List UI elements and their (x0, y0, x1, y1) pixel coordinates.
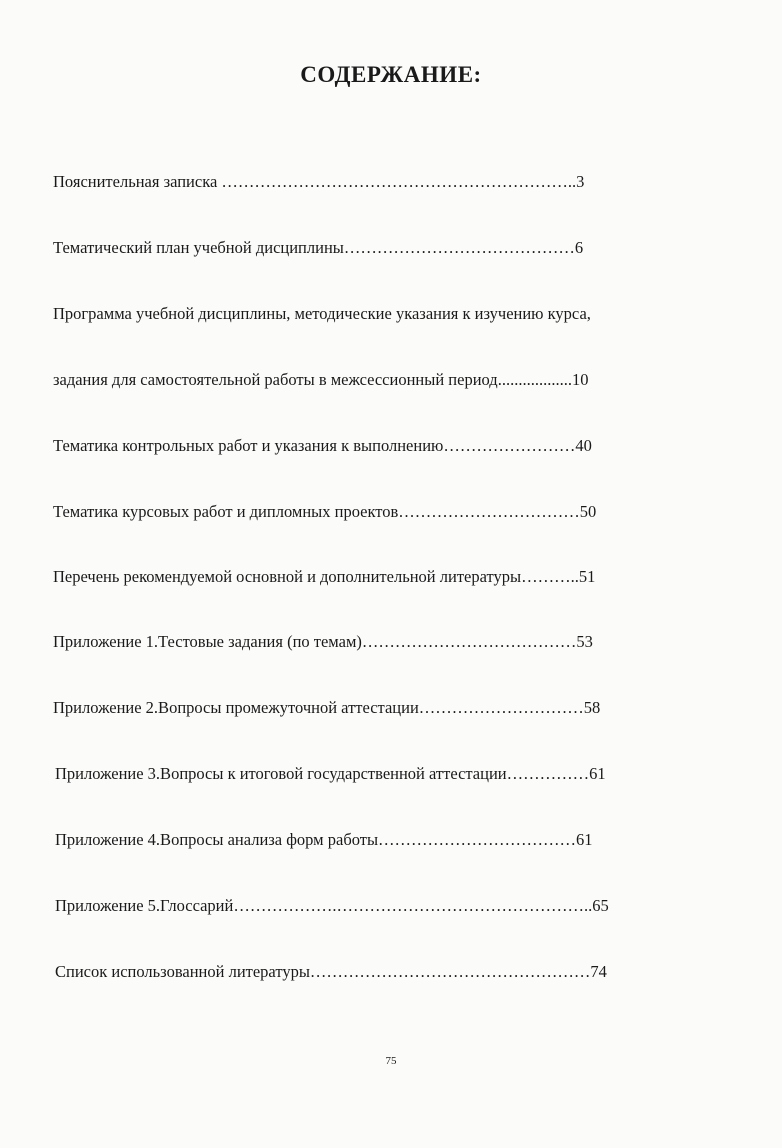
toc-entry-thematic-plan: Тематический план учебной дисциплины……………………………………6 (53, 238, 584, 257)
toc-entry-program-line2: задания для самостоятельной работы в межсессионный период..................10 (53, 370, 589, 389)
toc-entry-explanatory-note: Пояснительная записка ………………………………………………………..3 (53, 172, 585, 191)
toc-entry-appendix-4: Приложение 4.Вопросы анализа форм работы………………………………61 (55, 830, 593, 849)
toc-entry-control-works: Тематика контрольных работ и указания к выполнению……………………40 (53, 436, 592, 455)
page-title: СОДЕРЖАНИЕ: (300, 62, 482, 87)
toc-entry-appendix-1: Приложение 1.Тестовые задания (по темам)…………………………………53 (53, 632, 593, 651)
page-number: 75 (385, 1055, 397, 1067)
toc-entry-used-literature: Список использованной литературы……………………………………………74 (55, 962, 607, 981)
toc-entry-literature-list: Перечень рекомендуемой основной и дополнительной литературы………..51 (53, 567, 596, 586)
toc-entry-appendix-5: Приложение 5.Глоссарий……………….………………………………………..65 (55, 896, 609, 915)
toc-entry-course-works: Тематика курсовых работ и дипломных проектов……………………………50 (53, 502, 597, 521)
toc-entry-appendix-3: Приложение 3.Вопросы к итоговой государственной аттестации……………61 (55, 764, 606, 783)
toc-entry-program-line1: Программа учебной дисциплины, методические указания к изучению курса, (53, 304, 591, 323)
toc-entry-appendix-2: Приложение 2.Вопросы промежуточной аттестации…………………………58 (53, 698, 601, 717)
